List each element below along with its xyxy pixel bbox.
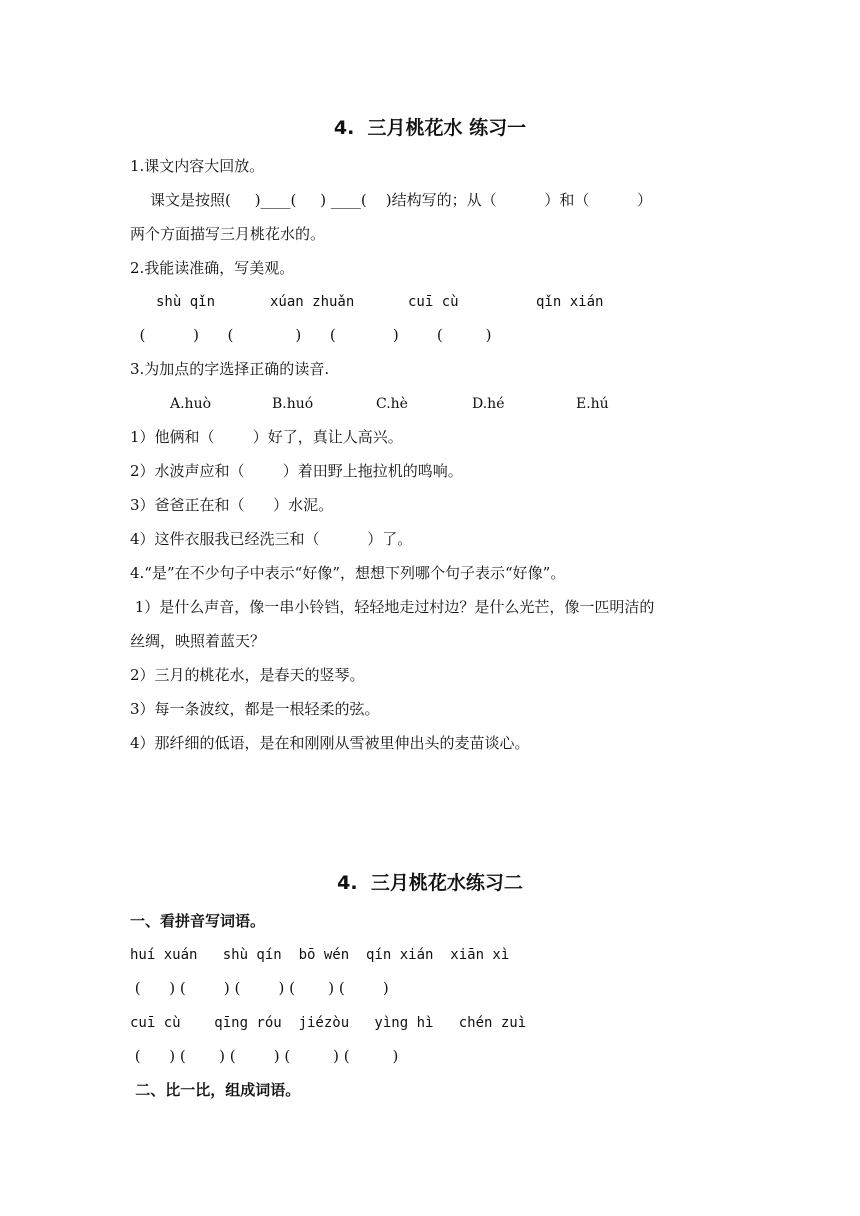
answer-blanks-row-2: ( ) ( ) ( ) ( ) ( ) xyxy=(130,1047,399,1065)
answer-blanks: ( ) ( ) ( ) ( ) xyxy=(130,326,492,344)
option-c: C.hè xyxy=(376,396,408,412)
question-2-heading: 2.我能读准确，写美观。 xyxy=(130,259,295,277)
question-4-item-4: 4）那纤细的低语，是在和刚刚从雪被里伸出头的麦苗谈心。 xyxy=(130,734,530,752)
question-3-heading: 3.为加点的字选择正确的读音. xyxy=(130,360,330,378)
question-4-item-2: 2）三月的桃花水，是春天的竖琴。 xyxy=(130,666,365,684)
question-3-item-3: 3）爸爸正在和（ ）水泥。 xyxy=(130,496,334,514)
pinyin-row-2: cuī cù qīng róu jiézòu yìng hì chén zuì xyxy=(130,1015,527,1031)
question-1-heading: 1.课文内容大回放。 xyxy=(130,157,265,175)
question-4-heading: 4.“是”在不少句子中表示“好像”，想想下列哪个句子表示“好像”。 xyxy=(130,564,566,582)
exercise-1-title: 4. 三月桃花水 练习一 xyxy=(333,117,527,139)
question-4-item-1: 1）是什么声音，像一串小铃铛，轻轻地走过村边？是什么光芒，像一匹明洁的 xyxy=(130,598,655,616)
question-3-item-1: 1）他俩和（ ）好了，真让人高兴。 xyxy=(130,428,403,446)
question-1-line-1: 课文是按照( )____( ) ____( )结构写的；从（ ）和（ ） xyxy=(150,191,652,209)
exercise-2-title: 4. 三月桃花水练习二 xyxy=(337,872,523,894)
option-a: A.huò xyxy=(170,396,212,412)
option-e: E.hú xyxy=(576,396,609,412)
question-3-item-4: 4）这件衣服我已经洗三和（ ）了。 xyxy=(130,530,413,548)
option-d: D.hé xyxy=(472,396,505,412)
section-1-heading: 一、看拼音写词语。 xyxy=(130,912,266,930)
option-b: B.huó xyxy=(272,396,314,412)
question-1-line-2: 两个方面描写三月桃花水的。 xyxy=(130,225,326,243)
pinyin-item: shù qǐn xyxy=(156,294,216,310)
pinyin-item: xúan zhuǎn xyxy=(270,294,355,310)
section-2-heading: 二、比一比，组成词语。 xyxy=(130,1081,301,1099)
pinyin-item: cuī cù xyxy=(408,294,459,310)
pinyin-row-1: huí xuán shù qín bō wén qín xián xiān xì xyxy=(130,947,510,963)
question-3-item-2: 2）水波声应和（ ）着田野上拖拉机的鸣响。 xyxy=(130,462,463,480)
answer-blanks-row-1: ( ) ( ) ( ) ( ) ( ) xyxy=(130,979,389,997)
question-4-item-1-cont: 丝绸，映照着蓝天？ xyxy=(130,632,266,650)
question-4-item-3: 3）每一条波纹，都是一根轻柔的弦。 xyxy=(130,700,380,718)
pinyin-item: qǐn xián xyxy=(536,294,604,310)
